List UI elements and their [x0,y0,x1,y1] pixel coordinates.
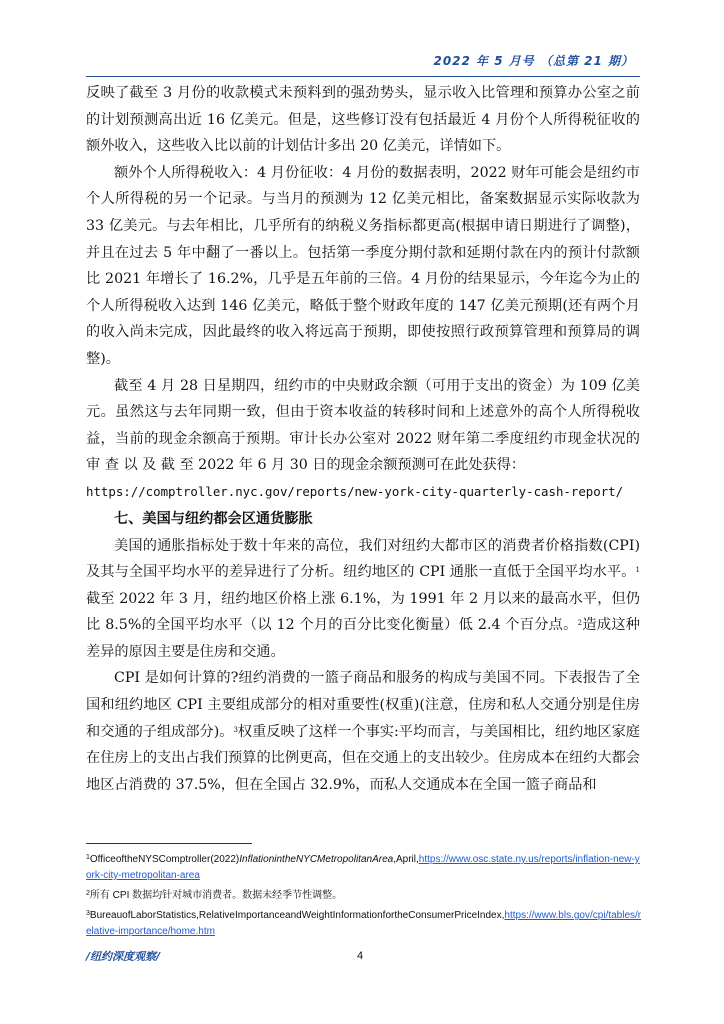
paragraph-5: CPI 是如何计算的?纽约消费的一篮子商品和服务的构成与美国不同。下表报告了全国和纽约地区 CPI 主要组成部分的相对重要性(权重)(注意，住房和私人交通分别是住房和交通的子组成部分)。$^3$权重反映了这样一个事实:平均而言，与美国相比，纽约地区家庭在住房上的支出占我们预算的比例更高，但在交通上的支出较少。住房成本在纽约大都会地区占消费的 37.5%，但在全国占 32.9%，而私人交通成本在全国一篮子商品和 [86,670,640,793]
paragraph-1: 反映了截至 3 月份的收款模式未预料到的强劲势头，显示收入比管理和预算办公室之前的计划预测高出近 16 亿美元。但是，这些修订没有包括最近 4 月份个人所得税征收的额外收入，这些收入比以前的计划估计多出 20 亿美元，详情如下。 [86,85,640,155]
footnote-ref-3[interactable]: 3 [233,725,238,734]
header-rule [86,76,640,77]
paragraph-2: 额外个人所得税收入：4 月份征收：4 月份的数据表明，2022 财年可能会是纽约市个人所得税的另一个记录。与当月的预测为 12 亿美元相比，备案数据显示实际收款为 33 亿美元。与去年相比，几乎所有的纳税义务指标都更高(根据申请日期进行了调整)，并且在过去 5 年中翻了一番以上。包括第一季度分期付款和延期付款在内的预计付款额比 2021 年增长了 16.2%，几乎是五年前的三倍。4 月份的结果显示，今年迄今为止的个人所得税收入达到 146 亿美元，略低于整个财政年度的 147 亿美元预期(还有两个月的收入尚未完成，因此最终的收入将远高于预期，即使按照行政预算管理和预算局的调整)。 [86,164,640,367]
footnote-2: $^2$所有 CPI 数据均针对城市消费者。数据未经季节性调整。 [86,890,343,901]
footnotes [86,852,642,944]
footnote-3-link[interactable]: https://www.bls.gov/cpi/tables/relative-importance/home.htm [86,910,642,937]
footnote-3: $^3$BureauofLaborStatistics,RelativeImportanceandWeightInformationfortheConsumerPriceIndex,https://www.bls.gov/cpi/tables/relative-importance/home.htm [86,910,642,937]
footnote-1-link[interactable]: https://www.osc.state.ny.us/reports/inflation-new-york-city-metropolitan-area [86,854,640,881]
main-text [86,80,640,798]
paragraph-4: 美国的通胀指标处于数十年来的高位，我们对纽约大都市区的消费者价格指数(CPI)及其与全国平均水平的差异进行了分析。纽约地区的 CPI 通胀一直低于全国平均水平。$^1$截至 2022 年 3 月，纽约地区价格上涨 6.1%，为 1991 年 2 月以来的最高水平，但仍比 8.5%的全国平均水平（以 12 个月的百分比变化衡量）低 2.4 个百分点。$^2$造成这种差异的原因主要是住房和交通。 [86,537,640,660]
footnote-rule [86,843,252,844]
footnote-ref-1[interactable]: 1 [635,566,640,575]
section-heading: 七、美国与纽约都会区通货膨胀 [114,510,313,527]
issue-label: 2022 年 5 月号 （总第 21 期） [433,54,634,68]
page-number: 4 [357,950,364,962]
cash-report-url[interactable]: https://comptroller.nyc.gov/reports/new-york-city-quarterly-cash-report/ [86,483,624,499]
footnote-ref-2[interactable]: 2 [577,619,583,628]
paragraph-3: 截至 4 月 28 日星期四，纽约市的中央财政余额（可用于支出的资金）为 109 亿美元。虽然这与去年同期一致，但由于资本收益的转移时间和上述意外的高个人所得税收益，当前的现金余额高于预期。审计长办公室对 2022 财年第二季度纽约市现金状况的审 查 以 及 截 至 2022 年 6 月 30 日的现金余额预测可在此处获得： [86,377,640,474]
footnote-1: $^1$OfficeoftheNYSComptroller(2022)InflationintheNYCMetropolitanArea,April,https://www.osc.state.ny.us/reports/inflation-new-york-city-metropolitan-area [86,854,640,881]
footer-brand: /纽约深度观察/ [86,950,161,963]
